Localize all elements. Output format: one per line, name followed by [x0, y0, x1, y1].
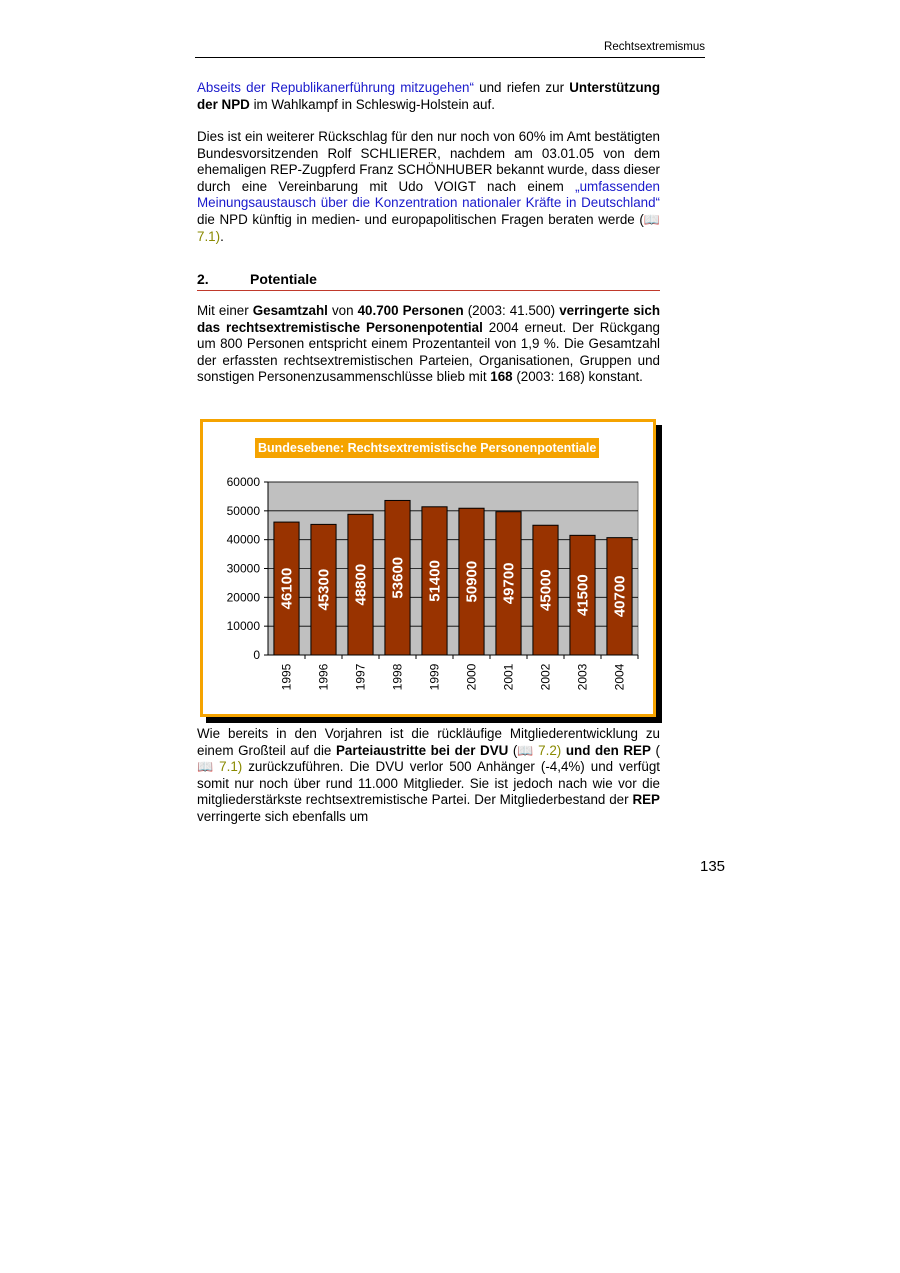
x-tick-label: 1998 [390, 663, 405, 691]
bar-data-label: 45300 [315, 568, 333, 611]
y-tick-label: 20000 [226, 590, 260, 605]
bar-data-label: 53600 [389, 556, 407, 599]
paragraph-2: Dies ist ein weiterer Rückschlag für den nur noch von 60% im Amt bestätigten Bundesvorsitzenden Rolf SCHLIERER, nachdem am 03.01.05 von dem ehemaligen REP-Zugpferd Franz SCHÖNHUBER bekannt wurde, dass dieser durch eine Vereinbarung mit Udo VOIGT nach einem „umfassenden Meinungsaustausch über die Konzentration nationaler Kräfte in Deutschland“ die NPD künftig in medien- und europapolitischen Fragen beraten werde (📖 7.1). [197, 129, 660, 244]
x-tick-label: 1999 [427, 663, 442, 691]
bar-chart [203, 422, 653, 714]
x-tick-label: 1996 [316, 663, 331, 691]
x-tick-label: 1997 [353, 663, 368, 691]
cross-reference-link[interactable]: 📖 7.1) [197, 211, 660, 244]
x-tick-label: 1995 [279, 663, 294, 691]
bar-data-label: 41500 [574, 574, 592, 617]
y-tick-label: 0 [253, 648, 260, 662]
y-tick-label: 50000 [226, 503, 260, 518]
x-tick-label: 2002 [538, 663, 553, 691]
cross-reference-link[interactable]: 📖 7.1) [197, 759, 243, 775]
bar-data-label: 40700 [611, 575, 629, 618]
chart-frame [200, 419, 656, 717]
bar-data-label: 51400 [426, 560, 444, 602]
bar-data-label: 50900 [463, 560, 481, 603]
cross-reference-link[interactable]: 📖 7.2) [517, 742, 562, 758]
paragraph-1: Abseits der Republikanerführung mitzugehen“ und riefen zur Unterstützung der NPD im Wahlkampf in Schleswig-Holstein auf. [197, 80, 660, 112]
y-tick-label: 60000 [226, 475, 260, 489]
bar-data-label: 48800 [352, 563, 370, 606]
page-number: 135 [700, 858, 726, 875]
bar-data-label: 46100 [278, 567, 296, 610]
running-header: Rechtsextremismus [195, 41, 705, 58]
quote-link[interactable]: Abseits der Republikanerführung mitzugehen“ [197, 80, 474, 95]
x-tick-label: 2004 [612, 663, 627, 691]
bar-data-label: 45000 [537, 569, 555, 611]
chart-title: Bundesebene: Rechtsextremistische Personenpotentiale [255, 438, 599, 458]
y-tick-label: 10000 [226, 619, 260, 634]
bar-data-label: 49700 [500, 562, 518, 605]
x-tick-label: 2001 [501, 663, 516, 691]
section-number: 2. [197, 271, 209, 287]
section-title: Potentiale [250, 271, 317, 287]
book-icon: 📖 [643, 211, 660, 227]
y-tick-label: 40000 [226, 532, 260, 547]
x-tick-label: 2003 [575, 663, 590, 691]
quote-link[interactable]: „umfassenden Meinungsaustausch über die Konzentration nationaler Kräfte in Deutschland“ [197, 178, 660, 211]
paragraph-4: Wie bereits in den Vorjahren ist die rückläufige Mitgliederentwicklung zu einem Großteil auf die Parteiaustritte bei der DVU (📖 7.2) und den REP (📖 7.1) zurückzuführen. Die DVU verlor 500 Anhänger (-4,4%) und verfügt somit nur noch über rund 11.000 Mitglieder. Sie ist jedoch nach wie vor die mitgliederstärkste rechtsextremistische Partei. Der Mitgliederbestand der REP verringerte sich ebenfalls um [197, 726, 660, 824]
book-icon: 📖 [197, 759, 214, 775]
paragraph-3: Mit einer Gesamtzahl von 40.700 Personen (2003: 41.500) verringerte sich das rechtsextremistische Personenpotential 2004 erneut. Der Rückgang um 800 Personen entspricht einem Prozentanteil von 1,9 %. Die Gesamtzahl der erfassten rechtsextremistischen Parteien, Organisationen, Gruppen und sonstigen Personenzusammenschlüsse blieb mit 168 (2003: 168) konstant. [197, 303, 661, 385]
section-heading [197, 271, 660, 291]
book-icon: 📖 [517, 742, 534, 758]
y-tick-label: 30000 [226, 561, 260, 576]
x-tick-label: 2000 [464, 663, 479, 691]
